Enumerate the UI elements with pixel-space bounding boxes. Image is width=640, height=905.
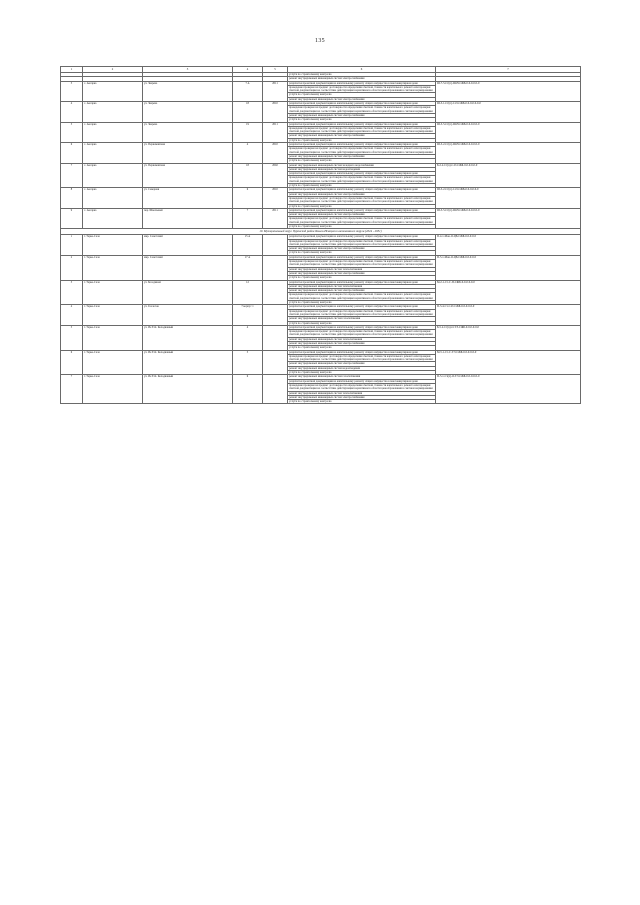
work-type-cell: ремонт внутридомовых инженерных систем газоснабжения bbox=[288, 375, 436, 379]
house-number: 6 bbox=[233, 188, 263, 208]
work-type-cell: ремонт внутридомовых инженерных систем электроснабжения bbox=[288, 113, 436, 117]
building-code: Ш-3-5-Ст(п)-Ш-Н-СЖБ-0-0-0-0-0-0 bbox=[436, 208, 581, 228]
row-number: 8 bbox=[61, 188, 83, 208]
street: ул. Ие Е.К. Колодяжный bbox=[143, 375, 233, 404]
work-type-cell: проведение проверки на предмет достоверности определения сметной стоимости капитального ремонта или проверки сметной документации на соответствие действующим нормативам в области ценообразования в сметном нормировании bbox=[288, 126, 436, 134]
work-type-cell: услуги по строительному контролю bbox=[288, 224, 436, 228]
work-type-cell: разработка проектной документации на капитальному ремонту общего имущества в многоквартирном доме bbox=[288, 280, 436, 284]
work-type-cell: ремонт внутридомовых инженерных систем электроснабжения bbox=[288, 134, 436, 138]
column-header-code: 7 bbox=[436, 67, 581, 73]
work-type-cell: проведение проверки на предмет достоверности определения сметной стоимости капитального ремонта или проверки сметной документации на соответствие действующим нормативам в области ценообразования в сметном нормировании bbox=[288, 383, 436, 391]
work-type-cell: услуги по строительному контролю bbox=[288, 400, 436, 404]
work-type-cell: услуги по строительному контролю bbox=[288, 301, 436, 305]
work-type-cell: разработка проектной документации на капитальному ремонту общего имущества в многоквартирном доме bbox=[288, 235, 436, 239]
section-title: 19. Муниципальный округ Пуровский район Ямало-Ненецкого автономного округа (2024 - 2031) bbox=[61, 229, 581, 235]
row-number: 1 bbox=[61, 235, 83, 255]
row-number: 5 bbox=[61, 325, 83, 350]
work-type-cell: ремонт внутридомовых инженерных систем водоотведения bbox=[288, 167, 436, 171]
build-year bbox=[263, 375, 288, 404]
locality: с. Аксарка bbox=[83, 143, 143, 163]
locality: с. Аксарка bbox=[83, 208, 143, 228]
building-code: П-4-1-Мон-О-ЦБ-СЖБ-0-0-0-0-0 bbox=[436, 235, 581, 255]
work-type-cell: разработка проектной документации на капитальному ремонту общего имущества в многоквартирном доме bbox=[288, 122, 436, 126]
work-type-cell: услуги по строительному контролю bbox=[288, 138, 436, 142]
building-code: П-5-1-Ст(п)-О-ТЭ-СЖБ-0-0-0-0-0-0 bbox=[436, 375, 581, 404]
street: ул. Северная bbox=[143, 188, 233, 208]
build-year bbox=[263, 235, 288, 255]
table-row bbox=[61, 255, 581, 259]
locality: г. Тарко-Сале bbox=[83, 235, 143, 255]
work-type-cell: разработка проектной документации на капитальному ремонту общего имущества в многоквартирном доме bbox=[288, 81, 436, 85]
building-code: Б-2-2-Ст(п)-С-П-СЖБ-0-0-0-0-0-0 bbox=[436, 163, 581, 188]
work-type-cell: проведение проверки на предмет достоверности определения сметной стоимости капитального ремонта или проверки сметной документации на соответствие действующим нормативам в области ценообразования в сметном нормировании bbox=[288, 176, 436, 184]
work-type-cell: услуги по строительному контролю bbox=[288, 321, 436, 325]
work-type-cell: услуги по строительному контролю bbox=[288, 251, 436, 255]
table-row bbox=[61, 81, 581, 85]
house-number: 17 А bbox=[233, 255, 263, 280]
work-type-cell: ремонт внутридомовых инженерных систем электроснабжения bbox=[288, 97, 436, 101]
row-number: 2 bbox=[61, 255, 83, 280]
street: ул. Зверева bbox=[143, 102, 233, 122]
work-type-cell: услуги по строительному контролю bbox=[288, 371, 436, 375]
house-number: 7 А bbox=[233, 81, 263, 101]
building-code: Ш-7-5-Ст(п)-Ш-Н-СЖБ-0-0-0-0-0-0 bbox=[436, 81, 581, 101]
work-type-cell: ремонт внутридомовых инженерных систем теплоснабжения bbox=[288, 284, 436, 288]
column-header-year: 5 bbox=[263, 67, 288, 73]
work-type-cell: ремонт внутридомовых инженерных систем электроснабжения bbox=[288, 342, 436, 346]
work-type-cell: ремонт внутридомовых инженерных систем электроснабжения bbox=[288, 154, 436, 158]
street: ул. Ие Е.К. Колодяжный bbox=[143, 350, 233, 375]
build-year: 2010 bbox=[263, 143, 288, 163]
building-code: М-2-1-Ст-С-П-СЖБ-0-0-0-0-0-0 bbox=[436, 280, 581, 305]
street: ул. Геологов bbox=[143, 305, 233, 325]
work-type-cell: разработка проектной документации на капитальному ремонту общего имущества в многоквартирном доме bbox=[288, 208, 436, 212]
work-type-cell: разработка проектной документации на капитальному ремонту общего имущества в многоквартирном доме bbox=[288, 379, 436, 383]
work-type-cell: разработка проектной документации на капитальному ремонту общего имущества в многоквартирном доме bbox=[288, 325, 436, 329]
street: ул. Первомайская bbox=[143, 163, 233, 188]
locality: г. Тарко-Сале bbox=[83, 325, 143, 350]
work-type-cell: ремонт внутридомовых инженерных систем газоснабжения bbox=[288, 317, 436, 321]
table-row bbox=[61, 350, 581, 354]
work-type-cell: проведение проверки на предмет достоверности определения сметной стоимости капитального ремонта или проверки сметной документации на соответствие действующим нормативам в области ценообразования в сметном нормировании bbox=[288, 196, 436, 204]
street: ул. Первомайская bbox=[143, 143, 233, 163]
locality: с. Аксарка bbox=[83, 102, 143, 122]
work-type-cell: ремонт внутридомовых инженерных систем электроснабжения bbox=[288, 271, 436, 275]
table-row bbox=[61, 143, 581, 147]
house-number: 7 корпус 1 bbox=[233, 305, 263, 325]
work-type-cell: разработка проектной документации на капитальному ремонту общего имущества в многоквартирном доме bbox=[288, 143, 436, 147]
work-type-cell: проведение проверки на предмет достоверности определения сметной стоимости капитального ремонта или проверки сметной документации на соответствие действующим нормативам в области ценообразования в сметном нормировании bbox=[288, 106, 436, 114]
row-number: 7 bbox=[61, 375, 83, 404]
house-number: 12 bbox=[233, 280, 263, 305]
building-code: Ш-3-5-Ст(п)-Ш-Н-СЖБ-0-0-0-0-0-0 bbox=[436, 122, 581, 142]
row-number: 6 bbox=[61, 350, 83, 375]
house-number: 18 bbox=[233, 102, 263, 122]
column-header-house: 4 bbox=[233, 67, 263, 73]
work-type-cell: разработка проектной документации на капитальному ремонту общего имущества в многоквартирном доме bbox=[288, 188, 436, 192]
work-type-cell: ремонт внутридомовых инженерных систем электроснабжения bbox=[288, 77, 436, 81]
build-year: 2011 bbox=[263, 208, 288, 228]
work-type-cell: услуги по строительному контролю bbox=[288, 184, 436, 188]
work-type-cell: ремонт внутридомовых инженерных систем теплоснабжения bbox=[288, 391, 436, 395]
house-number: 19 bbox=[233, 122, 263, 142]
street: ул. Зверева bbox=[143, 122, 233, 142]
street: ул. Зверева bbox=[143, 81, 233, 101]
table-row bbox=[61, 163, 581, 167]
build-year bbox=[263, 350, 288, 375]
table-row bbox=[61, 208, 581, 212]
build-year: 2010 bbox=[263, 188, 288, 208]
row-number: 4 bbox=[61, 305, 83, 325]
build-year bbox=[263, 305, 288, 325]
locality: с. Аксарка bbox=[83, 81, 143, 101]
work-type-cell: ремонт внутридомовых инженерных систем электроснабжения bbox=[288, 395, 436, 399]
table-body bbox=[61, 67, 581, 404]
work-type-cell: услуги по строительному контролю bbox=[288, 159, 436, 163]
locality: с. Аксарка bbox=[83, 122, 143, 142]
locality: г. Тарко-Сале bbox=[83, 305, 143, 325]
table-row bbox=[61, 325, 581, 329]
house-number: 15 А bbox=[233, 235, 263, 255]
work-type-cell: ремонт внутридомовых инженерных систем электроснабжения bbox=[288, 213, 436, 217]
work-type-cell: услуги по строительному контролю bbox=[288, 276, 436, 280]
house-number: 5 bbox=[233, 350, 263, 375]
work-type-cell: услуги по строительному контролю bbox=[288, 93, 436, 97]
work-type-cell: услуги по строительному контролю bbox=[288, 204, 436, 208]
street: мкр. Советский bbox=[143, 235, 233, 255]
work-type-cell: проведение проверки на предмет достоверности определения сметной стоимости капитального ремонта или проверки сметной документации на соответствие действующим нормативам в области ценообразования в сметном нормировании bbox=[288, 330, 436, 338]
building-code: Ш-3-2-Ст(п)-Ш-Н-СЖБ-0-0-0-0-0-0 bbox=[436, 143, 581, 163]
building-code: Б-5-2-Ст(п)-О-ТЭ-СЖБ-0-0-0-0-0-0 bbox=[436, 325, 581, 350]
house-number: 4 bbox=[233, 325, 263, 350]
work-type-cell: ремонт внутридомовых инженерных систем водоотведения bbox=[288, 366, 436, 370]
row-number: 5 bbox=[61, 81, 83, 101]
work-type-cell: проведение проверки на предмет достоверности определения сметной стоимости капитального ремонта или проверки сметной документации на соответствие действующим нормативам в области ценообразования в сметном нормировании bbox=[288, 85, 436, 93]
work-type-cell: ремонт внутридомовых инженерных систем электроснабжения bbox=[288, 192, 436, 196]
build-year: 2010 bbox=[263, 102, 288, 122]
work-type-cell: проведение проверки на предмет достоверности определения сметной стоимости капитального ремонта или проверки сметной документации на соответствие действующим нормативам в области ценообразования в сметном нормировании bbox=[288, 260, 436, 268]
row-number: 6 bbox=[61, 143, 83, 163]
table-row bbox=[61, 122, 581, 126]
build-year bbox=[263, 255, 288, 280]
street: пер. Школьный bbox=[143, 208, 233, 228]
row-number: 5 bbox=[61, 122, 83, 142]
work-type-cell: разработка проектной документации на капитальному ремонту общего имущества в многоквартирном доме bbox=[288, 255, 436, 259]
street: ул. Ие Е.К. Колодяжный bbox=[143, 325, 233, 350]
work-type-cell: проведение проверки на предмет достоверности определения сметной стоимости капитального ремонта или проверки сметной документации на соответствие действующим нормативам в области ценообразования в сметном нормировании bbox=[288, 354, 436, 362]
row-number: 7 bbox=[61, 163, 83, 188]
house-number: 18 bbox=[233, 163, 263, 188]
locality: с. Аксарка bbox=[83, 163, 143, 188]
table-row bbox=[61, 375, 581, 379]
row-number: 4 bbox=[61, 102, 83, 122]
build-year: 2002 bbox=[263, 163, 288, 188]
work-type-cell: услуги по строительному контролю bbox=[288, 346, 436, 350]
column-header-street: 3 bbox=[143, 67, 233, 73]
street: ул. Бесединой bbox=[143, 280, 233, 305]
locality: с. Аксарка bbox=[83, 188, 143, 208]
build-year: 2011 bbox=[263, 122, 288, 142]
table-row bbox=[61, 280, 581, 284]
page-number: 135 bbox=[315, 38, 325, 44]
building-code: М-5-1-Ст-С-ТЭ-СЖБ-0-0-0-0-0-0 bbox=[436, 350, 581, 375]
row-number: 9 bbox=[61, 208, 83, 228]
table-row bbox=[61, 235, 581, 239]
work-type-cell: разработка проектной документации на капитальному ремонту общего имущества в многоквартирном доме bbox=[288, 172, 436, 176]
locality: г. Тарко-Сале bbox=[83, 375, 143, 404]
building-code: Ш-3-1-Ст(п)-С-П-СЖБ-0-0-0-0-0-0-0 bbox=[436, 102, 581, 122]
building-code: П-3-4-Ст-С-П-СЖБ-0-0-0-0-0-0 bbox=[436, 305, 581, 325]
build-year bbox=[263, 325, 288, 350]
house-number: 4 bbox=[233, 143, 263, 163]
column-header-number: 1 bbox=[61, 67, 83, 73]
building-code: Ш-3-2-Ст(п)-С-П-СЖБ-0-0-0-0-0-0 bbox=[436, 188, 581, 208]
street: мкр. Советский bbox=[143, 255, 233, 280]
locality: г. Тарко-Сале bbox=[83, 350, 143, 375]
work-type-cell: ремонт внутридомовых инженерных систем электроснабжения bbox=[288, 289, 436, 293]
house-number: 7 bbox=[233, 208, 263, 228]
work-type-cell: услуги по строительному контролю bbox=[288, 118, 436, 122]
work-type-cell: проведение проверки на предмет достоверности определения сметной стоимости капитального ремонта или проверки сметной документации на соответствие действующим нормативам в области ценообразования в сметном нормировании bbox=[288, 309, 436, 317]
repair-schedule-table bbox=[60, 66, 581, 404]
house-number: 6 bbox=[233, 375, 263, 404]
build-year bbox=[263, 280, 288, 305]
table-row bbox=[61, 102, 581, 106]
column-header-locality: 2 bbox=[83, 67, 143, 73]
work-type-cell: ремонт внутридомовых инженерных систем теплоснабжения bbox=[288, 267, 436, 271]
work-type-cell: проведение проверки на предмет достоверности определения сметной стоимости капитального ремонта или проверки сметной документации на соответствие действующим нормативам в области ценообразования в сметном нормировании bbox=[288, 217, 436, 225]
work-type-cell: проведение проверки на предмет достоверности определения сметной стоимости капитального ремонта или проверки сметной документации на соответствие действующим нормативам в области ценообразования в сметном нормировании bbox=[288, 147, 436, 155]
locality: г. Тарко-Сале bbox=[83, 255, 143, 280]
work-type-cell: ремонт внутридомовых инженерных систем электроснабжения bbox=[288, 362, 436, 366]
work-type-cell: проведение проверки на предмет достоверности определения сметной стоимости капитального ремонта или проверки сметной документации на соответствие действующим нормативам в области ценообразования в сметном нормировании bbox=[288, 293, 436, 301]
work-type-cell: ремонт внутридомовых инженерных систем холодного водоснабжения bbox=[288, 163, 436, 167]
build-year: 2011 bbox=[263, 81, 288, 101]
table-row bbox=[61, 305, 581, 309]
locality: г. Тарко-Сале bbox=[83, 280, 143, 305]
column-header-work-type: 6 bbox=[288, 67, 436, 73]
work-type-cell: проведение проверки на предмет достоверности определения сметной стоимости капитального ремонта или проверки сметной документации на соответствие действующим нормативам в области ценообразования в сметном нормировании bbox=[288, 239, 436, 247]
work-type-cell: разработка проектной документации на капитальному ремонту общего имущества в многоквартирном доме bbox=[288, 102, 436, 106]
work-type-cell: разработка проектной документации на капитальному ремонту общего имущества в многоквартирном доме bbox=[288, 305, 436, 309]
work-type-cell: ремонт внутридомовых инженерных систем теплоснабжения bbox=[288, 337, 436, 341]
row-number: 3 bbox=[61, 280, 83, 305]
work-type-cell: услуги по строительному контролю bbox=[288, 73, 436, 77]
work-type-cell: ремонт внутридомовых инженерных систем электроснабжения bbox=[288, 247, 436, 251]
building-code: П-5-1-Мон-О-ЦБ-СЖБ-0-0-0-0-0 bbox=[436, 255, 581, 280]
table-row bbox=[61, 188, 581, 192]
work-type-cell: разработка проектной документации на капитальному ремонту общего имущества в многоквартирном доме bbox=[288, 350, 436, 354]
